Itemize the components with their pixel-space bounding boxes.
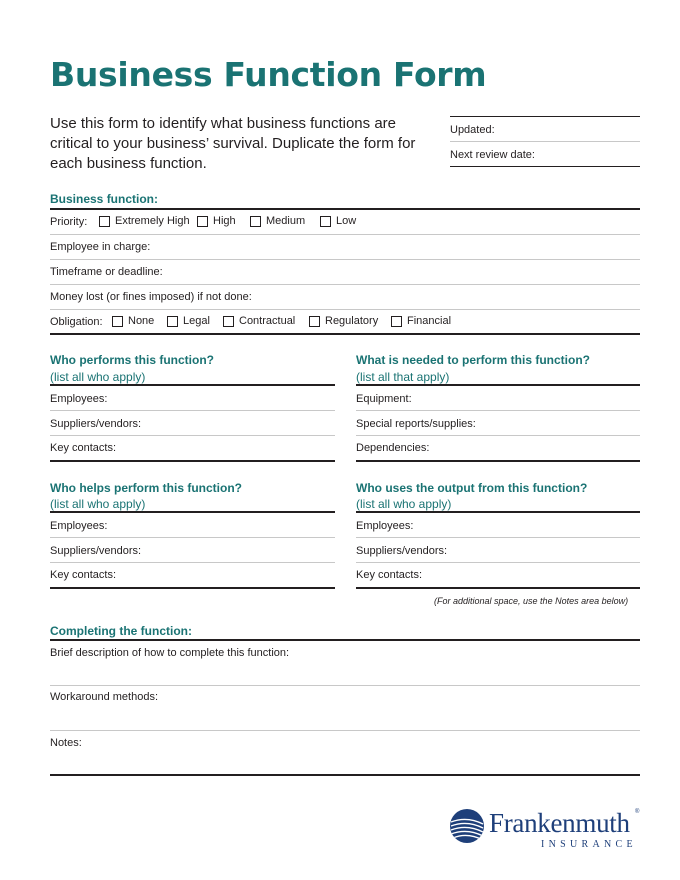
divider [356,435,640,436]
meta-box [450,116,640,167]
timeframe-field[interactable]: Timeframe or deadline: [50,266,163,278]
what-needed-heading: What is needed to perform this function? [356,353,590,367]
additional-space-note: (For additional space, use the Notes area below) [434,596,629,606]
checkbox-icon[interactable] [197,216,208,227]
obligation-none-checkbox[interactable]: None [112,315,154,327]
checkbox-icon[interactable] [223,316,234,327]
who-performs-subheading: (list all who apply) [50,370,146,384]
workaround-methods-field[interactable]: Workaround methods: [50,691,159,703]
divider [356,460,640,462]
who-helps-heading: Who helps perform this function? [50,481,242,495]
globe-icon [449,808,485,844]
dependencies-field[interactable]: Dependencies: [356,442,430,454]
obligation-financial-checkbox[interactable]: Financial [391,315,451,327]
logo-registered: ® [635,809,640,815]
checkbox-icon[interactable] [391,316,402,327]
divider [50,435,335,436]
logo-subtitle: INSURANCE [541,839,637,850]
intro-text: Use this form to identify what business functions are critical to your business’ survival. Duplicate the form for each business function. [50,115,416,172]
divider [50,587,335,589]
divider [50,309,640,310]
frankenmuth-logo [449,806,644,856]
divider [356,511,640,513]
what-needed-subheading: (list all that apply) [356,370,450,384]
priority-extremely-high-checkbox[interactable]: Extremely High [99,215,190,227]
who-uses-key-contacts-field[interactable]: Key contacts: [356,569,423,581]
obligation-contractual-checkbox[interactable]: Contractual [223,315,295,327]
special-reports-field[interactable]: Special reports/supplies: [356,418,476,430]
who-performs-heading: Who performs this function? [50,353,214,367]
who-performs-key-contacts-field[interactable]: Key contacts: [50,442,117,454]
who-helps-suppliers-field[interactable]: Suppliers/vendors: [50,545,142,557]
who-uses-subheading: (list all who apply) [356,497,452,511]
divider [50,460,335,462]
money-lost-field[interactable]: Money lost (or fines imposed) if not done: [50,291,252,303]
checkbox-icon[interactable] [309,316,320,327]
divider [356,384,640,386]
divider [50,284,640,285]
checkbox-icon[interactable] [167,316,178,327]
checkbox-icon[interactable] [99,216,110,227]
divider [50,774,640,776]
priority-medium-checkbox[interactable]: Medium [250,215,305,227]
who-helps-key-contacts-field[interactable]: Key contacts: [50,569,117,581]
completing-heading: Completing the function: [50,624,192,638]
page-title: Business Function Form [50,55,487,94]
who-performs-employees-field[interactable]: Employees: [50,393,108,405]
divider [50,208,640,210]
divider [50,259,640,260]
divider [356,537,640,538]
priority-high-checkbox[interactable]: High [197,215,236,227]
brief-description-field[interactable]: Brief description of how to complete this function: [50,647,290,659]
obligation-regulatory-checkbox[interactable]: Regulatory [309,315,378,327]
divider [356,587,640,589]
divider [50,234,640,235]
divider [50,333,640,335]
notes-field[interactable]: Notes: [50,737,82,749]
logo-name: Frankenmuth [489,808,630,838]
divider [50,730,640,731]
next-review-field[interactable]: Next review date: [450,142,640,167]
who-uses-employees-field[interactable]: Employees: [356,520,414,532]
updated-field[interactable]: Updated: [450,117,640,142]
employee-in-charge-field[interactable]: Employee in charge: [50,241,151,253]
who-uses-heading: Who uses the output from this function? [356,481,588,495]
who-performs-suppliers-field[interactable]: Suppliers/vendors: [50,418,142,430]
checkbox-icon[interactable] [112,316,123,327]
checkbox-icon[interactable] [250,216,261,227]
divider [50,537,335,538]
priority-low-checkbox[interactable]: Low [320,215,356,227]
divider [50,511,335,513]
divider [50,384,335,386]
obligation-legal-checkbox[interactable]: Legal [167,315,210,327]
divider [50,410,335,411]
divider [50,685,640,686]
divider [50,639,640,641]
business-function-heading: Business function: [50,192,159,206]
priority-label: Priority: [50,216,88,228]
divider [356,562,640,563]
divider [50,562,335,563]
who-helps-subheading: (list all who apply) [50,497,146,511]
checkbox-icon[interactable] [320,216,331,227]
who-uses-suppliers-field[interactable]: Suppliers/vendors: [356,545,448,557]
divider [356,410,640,411]
obligation-label: Obligation: [50,316,103,328]
equipment-field[interactable]: Equipment: [356,393,412,405]
who-helps-employees-field[interactable]: Employees: [50,520,108,532]
